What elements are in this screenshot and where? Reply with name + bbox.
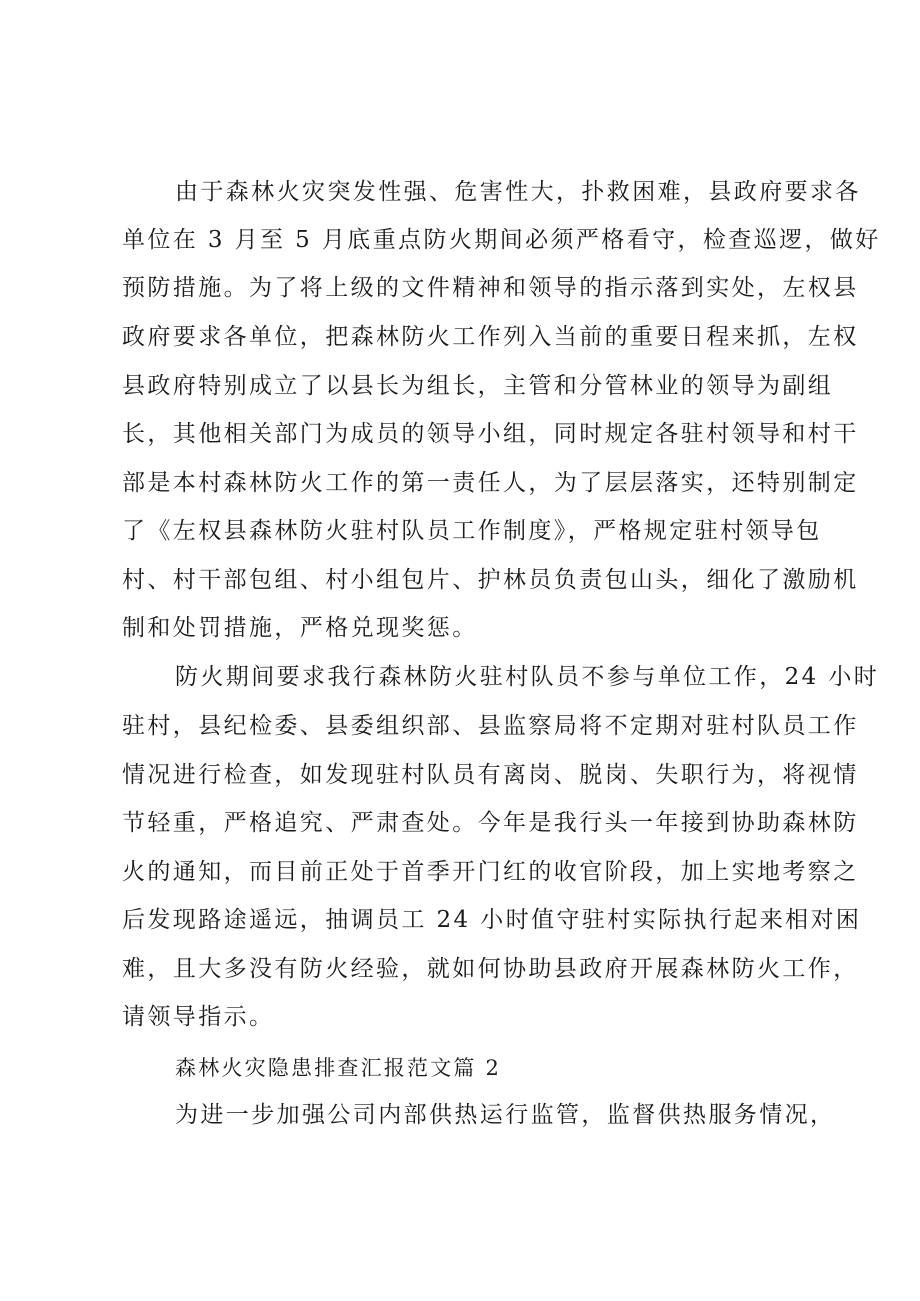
paragraph-2-line-7: 难，且大多没有防火经验，就如何协助县政府开展森林防火工作，: [122, 956, 859, 982]
paragraph-1-line-2: 单位在 3 月至 5 月底重点防火期间必须严格看守，检查巡逻，做好: [122, 227, 881, 253]
paragraph-1-line-8: 了《左权县森林防火驻村队员工作制度》，严格规定驻村领导包: [122, 518, 822, 544]
paragraph-1-line-4: 政府要求各单位，把森林防火工作列入当前的重要日程来抓，左权: [122, 324, 859, 350]
paragraph-1-line-7: 部是本村森林防火工作的第一责任人，为了层层落实，还特别制定: [122, 470, 859, 496]
paragraph-2-line-1: 防火期间要求我行森林防火驻村队员不参与单位工作，24 小时: [175, 664, 880, 690]
paragraph-1-line-5: 县政府特别成立了以县长为组长，主管和分管林业的领导为副组: [122, 373, 834, 399]
paragraph-1-line-10: 制和处罚措施，严格兑现奖惩。: [122, 615, 478, 641]
paragraph-1-line-9: 村、村干部包组、村小组包片、护林员负责包山头，细化了激励机: [122, 567, 859, 593]
paragraph-2-line-3: 情况进行检查，如发现驻村队员有离岗、脱岗、失职行为，将视情: [122, 762, 859, 788]
paragraph-3-line-1: 为进一步加强公司内部供热运行监管，监督供热服务情况，: [175, 1102, 836, 1128]
paragraph-1-line-6: 长，其他相关部门为成员的领导小组，同时规定各驻村领导和村干: [122, 421, 859, 447]
paragraph-1-line-1: 由于森林火灾突发性强、危害性大，扑救困难，县政府要求各: [175, 179, 861, 205]
paragraph-2-line-5: 火的通知，而目前正处于首季开门红的收官阶段，加上实地考察之: [122, 859, 859, 885]
paragraph-1-line-3: 预防措施。为了将上级的文件精神和领导的指示落到实处，左权县: [122, 275, 859, 301]
paragraph-2-line-8: 请领导指示。: [122, 1004, 275, 1030]
paragraph-2-line-2: 驻村，县纪检委、县委组织部、县监察局将不定期对驻村队员工作: [122, 713, 859, 739]
paragraph-2-line-4: 节轻重，严格追究、严肃查处。今年是我行头一年接到协助森林防: [122, 810, 859, 836]
paragraph-2-line-6: 后发现路途遥远，抽调员工 24 小时值守驻村实际执行起来相对困: [122, 907, 862, 933]
section-heading: 森林火灾隐患排查汇报范文篇 2: [175, 1056, 502, 1080]
